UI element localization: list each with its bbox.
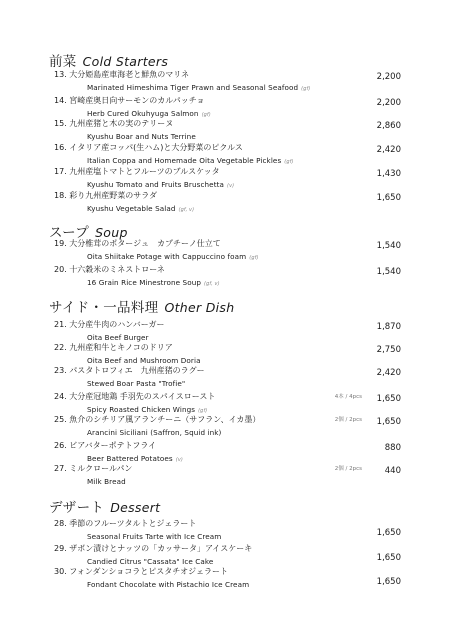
item-name-jp: 24. 大分産冠地鶏 手羽先のスパイスロースト — [54, 392, 216, 401]
item-price: 880 — [384, 443, 401, 453]
item-name-jp: 14. 宮崎産奥日向サーモンのカルパッチョ — [54, 96, 205, 105]
item-price: 2,200 — [376, 98, 401, 108]
dietary-tag: (gf) — [198, 408, 208, 414]
item-price: 2,860 — [376, 121, 401, 131]
item-name-en: Milk Bread — [87, 477, 126, 486]
item-name-jp: 17. 九州産塩トマトとフルーツのブルスケッタ — [54, 167, 220, 176]
item-name-en: Kyushu Boar and Nuts Terrine — [87, 132, 196, 141]
menu-item — [0, 190, 452, 220]
section-title-jp: サイド・一品料理 — [49, 300, 159, 316]
menu-item — [0, 463, 452, 493]
item-name-en: Kyushu Vegetable Salad (gf, v) — [87, 204, 195, 213]
item-price: 1,650 — [376, 394, 401, 404]
item-name-jp: 15. 九州産猪と木の実のテリーヌ — [54, 119, 174, 128]
item-name-en: Italian Coppa and Homemade Oita Vegetable Pickles (gf) — [87, 156, 294, 165]
menu-item — [0, 566, 452, 596]
item-name-en: Arancini Siciliani (Saffron, Squid ink) — [87, 428, 222, 437]
section-dessert — [49, 496, 160, 516]
quantity-note: 4本 / 4pcs — [334, 394, 362, 400]
item-price: 2,420 — [376, 145, 401, 155]
dietary-tag: (gf) — [201, 112, 211, 118]
quantity-note: 2個 / 2pcs — [334, 417, 362, 423]
item-name-jp: 22. 九州産和牛とキノコのドリア — [54, 343, 173, 352]
item-name-en: Marinated Himeshima Tiger Prawn and Seasonal Seafood (gf) — [87, 83, 311, 92]
section-title-jp: スープ — [49, 225, 90, 241]
menu-item — [0, 264, 452, 294]
item-name-jp: 21. 大分産牛肉のハンバーガー — [54, 320, 165, 329]
section-title-jp: デザート — [49, 500, 105, 516]
item-name-jp: 13. 大分姫島産車海老と鮮魚のマリネ — [54, 70, 190, 79]
item-price: 1,870 — [376, 322, 401, 332]
section-cold-starters — [49, 50, 168, 70]
section-title-en: Dessert — [110, 500, 161, 515]
dietary-tag: (gf, v) — [178, 207, 195, 213]
dietary-tag: (gf) — [301, 86, 311, 92]
item-name-jp: 27. ミルクロールパン — [54, 464, 133, 473]
item-name-en: Oita Beef Burger — [87, 333, 149, 342]
quantity-note: 2個 / 2pcs — [334, 466, 362, 472]
item-price: 2,200 — [376, 72, 401, 82]
dietary-tag: (v) — [227, 183, 235, 189]
item-price: 1,430 — [376, 169, 401, 179]
item-name-en: Oita Beef and Mushroom Doria — [87, 356, 201, 365]
dietary-tag: (v) — [175, 457, 183, 463]
item-price: 1,650 — [376, 528, 401, 538]
item-name-jp: 26. ビアバターポテトフライ — [54, 441, 157, 450]
item-name-jp: 28. 季節のフルーツタルトとジェラート — [54, 519, 197, 528]
item-name-jp: 20. 十六穀米のミネストローネ — [54, 265, 165, 274]
item-name-jp: 25. 魚介のシチリア風アランチーニ（サフラン、イカ墨） — [54, 415, 261, 424]
section-other-dish — [49, 296, 234, 316]
item-price: 1,650 — [376, 577, 401, 587]
item-name-en: 16 Grain Rice Minestrone Soup (gf, v) — [87, 278, 220, 287]
item-name-jp: 29. ザボン漬けとナッツの「カッサータ」アイスケーキ — [54, 544, 253, 553]
item-name-jp: 18. 彩り九州産野菜のサラダ — [54, 191, 158, 200]
item-name-en: Oita Shiitake Potage with Cappuccino foam (gf) — [87, 252, 259, 261]
section-title-en: Cold Starters — [82, 54, 169, 69]
dietary-tag: (gf) — [249, 255, 259, 261]
dietary-tag: (gf, v) — [204, 281, 220, 287]
section-title-jp: 前菜 — [49, 54, 77, 70]
item-name-en: Kyushu Tomato and Fruits Bruschetta (v) — [87, 180, 235, 189]
item-name-en: Seasonal Fruits Tarte with Ice Cream — [87, 532, 222, 541]
item-name-en: Stewed Boar Pasta "Trofie" — [87, 379, 186, 388]
item-name-en: Fondant Chocolate with Pistachio Ice Cream — [87, 580, 250, 589]
item-price: 440 — [384, 466, 401, 476]
item-name-en: Herb Cured Okuhyuga Salmon (gf) — [87, 109, 211, 118]
item-name-en: Candied Citrus "Cassata" Ice Cake — [87, 557, 214, 566]
section-title-en: Soup — [95, 225, 128, 240]
item-name-jp: 30. フォンダンショコラとピスタチオジェラート — [54, 567, 228, 576]
item-price: 1,650 — [376, 553, 401, 563]
item-price: 1,650 — [376, 193, 401, 203]
item-price: 1,540 — [376, 267, 401, 277]
item-name-jp: 23. パスタトロフィエ 九州産猪のラグー — [54, 366, 205, 375]
item-name-en: Beer Battered Potatoes (v) — [87, 454, 183, 463]
item-price: 1,540 — [376, 241, 401, 251]
item-name-jp: 16. イタリア産コッパ(生ハム)と大分野菜のピクルス — [54, 143, 243, 152]
item-price: 2,420 — [376, 368, 401, 378]
item-price: 2,750 — [376, 345, 401, 355]
dietary-tag: (gf) — [284, 159, 294, 165]
item-price: 1,650 — [376, 417, 401, 427]
item-name-en: Spicy Roasted Chicken Wings (gf) — [87, 405, 208, 414]
item-name-jp: 19. 大分椎茸のポタージュ カプチーノ仕立て — [54, 239, 221, 248]
section-title-en: Other Dish — [164, 300, 235, 315]
